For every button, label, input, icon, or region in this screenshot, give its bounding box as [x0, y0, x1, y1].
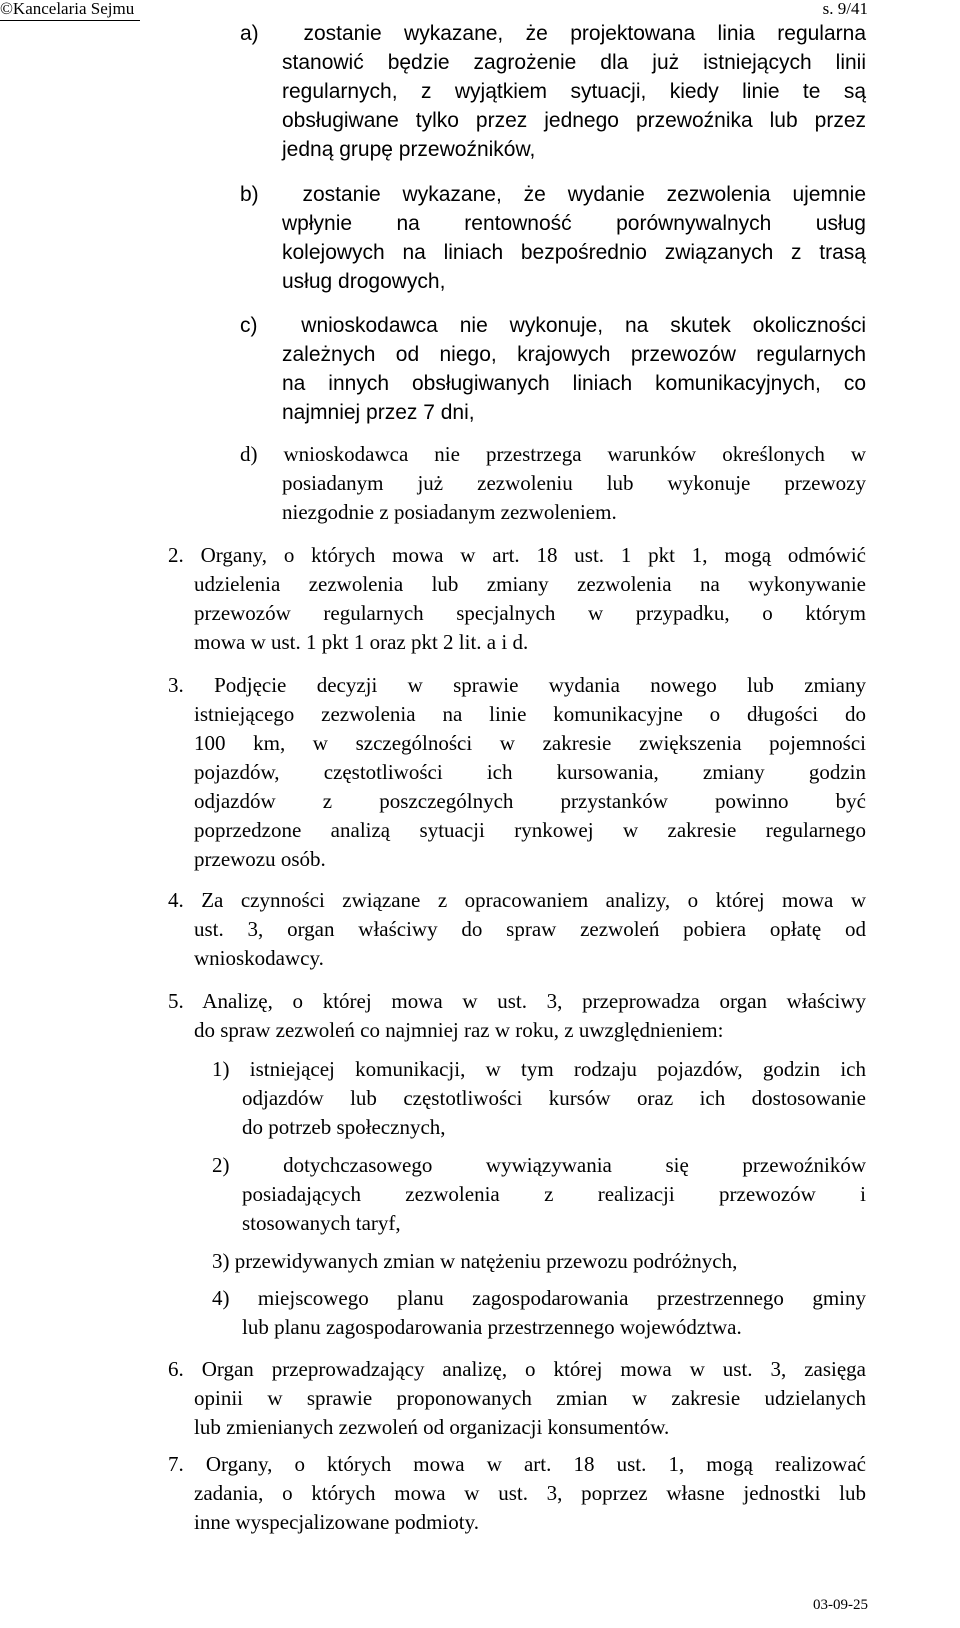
item-d-line: posiadanym już zezwoleniu lub wykonuje przewozy: [282, 471, 866, 495]
item-a-line: a) zostanie wykazane, że projektowana linia regularna: [240, 22, 866, 45]
paragraph-6-line: opinii w sprawie proponowanych zmian w zakresie udzielanych: [194, 1386, 866, 1410]
item-b-cont: [282, 209, 866, 296]
item-b: [240, 180, 866, 209]
paragraph-3-line: 100 km, w szczególności w zakresie zwiększenia pojemności: [194, 731, 866, 755]
paragraph-4-cont: [194, 915, 866, 973]
paragraph-3-line: odjazdów z poszczególnych przystanków powinno być: [194, 789, 866, 813]
paragraph-2: [168, 541, 866, 570]
paragraph-5: [168, 987, 866, 1016]
subitem-4-cont: [242, 1313, 866, 1342]
item-d-cont: [282, 469, 866, 527]
paragraph-3-line: przewozu osób.: [194, 847, 326, 871]
paragraph-2-line: 2. Organy, o których mowa w art. 18 ust. 1 pkt 1, mogą odmówić: [168, 543, 866, 567]
paragraph-3: [168, 671, 866, 700]
subitem-2: [212, 1151, 866, 1180]
paragraph-2-cont: [194, 570, 866, 657]
paragraph-6-line: 6. Organ przeprowadzający analizę, o której mowa w ust. 3, zasięga: [168, 1357, 866, 1381]
footer-date: 03-09-25: [813, 1597, 868, 1613]
item-c-line: najmniej przez 7 dni,: [282, 401, 475, 424]
header-copyright: ©Kancelaria Sejmu: [0, 0, 140, 21]
subitem-2-line: 2) dotychczasowego wywiązywania się przewoźników: [212, 1153, 866, 1177]
subitem-1: [212, 1055, 866, 1084]
paragraph-6-cont: [194, 1384, 866, 1442]
paragraph-2-line: przewozów regularnych specjalnych w przypadku, o którym: [194, 601, 866, 625]
subitem-4-line: 4) miejscowego planu zagospodarowania przestrzennego gminy: [212, 1286, 866, 1310]
paragraph-2-line: udzielenia zezwolenia lub zmiany zezwolenia na wykonywanie: [194, 572, 866, 596]
item-d-line: niezgodnie z posiadanym zezwoleniem.: [282, 500, 617, 524]
item-c: [240, 311, 866, 340]
item-b-line: b) zostanie wykazane, że wydanie zezwolenia ujemnie: [240, 183, 866, 206]
subitem-1-cont: [242, 1084, 866, 1142]
item-b-line: kolejowych na liniach bezpośrednio związanych z trasą: [282, 241, 866, 264]
paragraph-3-line: pojazdów, częstotliwości ich kursowania, zmiany godzin: [194, 760, 866, 784]
paragraph-5-cont: [194, 1016, 866, 1045]
subitem-4: [212, 1284, 866, 1313]
item-b-line: usług drogowych,: [282, 270, 446, 293]
item-a-line: obsługiwane tylko przez jednego przewoźnika lub przez: [282, 109, 866, 132]
item-b-line: wpłynie na rentowność porównywalnych usług: [282, 212, 866, 235]
paragraph-3-line: istniejącego zezwolenia na linie komunikacyjne o długości do: [194, 702, 866, 726]
paragraph-7-cont: [194, 1479, 866, 1537]
paragraph-2-line: mowa w ust. 1 pkt 1 oraz pkt 2 lit. a i d.: [194, 630, 529, 654]
paragraph-7: [168, 1450, 866, 1479]
subitem-1-line: do potrzeb społecznych,: [242, 1115, 446, 1139]
paragraph-4: [168, 886, 866, 915]
item-c-line: c) wnioskodawca nie wykonuje, na skutek okoliczności: [240, 314, 866, 337]
paragraph-3-line: poprzedzone analizą sytuacji rynkowej w zakresie regularnego: [194, 818, 866, 842]
subitem-1-line: odjazdów lub częstotliwości kursów oraz ich dostosowanie: [242, 1086, 866, 1110]
item-d-line: d) wnioskodawca nie przestrzega warunków określonych w: [240, 442, 866, 466]
paragraph-6: [168, 1355, 866, 1384]
item-d: [240, 440, 866, 469]
item-a-line: stanowić będzie zagrożenie dla już istniejących linii: [282, 51, 866, 74]
paragraph-7-line: 7. Organy, o których mowa w art. 18 ust. 1, mogą realizować: [168, 1452, 866, 1476]
paragraph-3-line: 3. Podjęcie decyzji w sprawie wydania nowego lub zmiany: [168, 673, 866, 697]
paragraph-6-line: lub zmienianych zezwoleń od organizacji konsumentów.: [194, 1415, 670, 1439]
subitem-3: [212, 1247, 866, 1276]
paragraph-5-line: do spraw zezwoleń co najmniej raz w roku, z uwzględnieniem:: [194, 1018, 724, 1042]
item-a-line: regularnych, z wyjątkiem sytuacji, kiedy linie te są: [282, 80, 866, 103]
item-a-cont: [282, 48, 866, 164]
subitem-2-line: stosowanych taryf,: [242, 1211, 401, 1235]
paragraph-4-line: 4. Za czynności związane z opracowaniem analizy, o której mowa w: [168, 888, 866, 912]
subitem-4-line: lub planu zagospodarowania przestrzennego województwa.: [242, 1315, 742, 1339]
item-c-line: zależnych od niego, krajowych przewozów regularnych: [282, 343, 866, 366]
subitem-2-line: posiadających zezwolenia z realizacji przewozów i: [242, 1182, 866, 1206]
header-page-number: s. 9/41: [822, 0, 868, 18]
subitem-2-cont: [242, 1180, 866, 1238]
paragraph-4-line: ust. 3, organ właściwy do spraw zezwoleń pobiera opłatę od: [194, 917, 866, 941]
item-c-cont: [282, 340, 866, 427]
subitem-1-line: 1) istniejącej komunikacji, w tym rodzaju pojazdów, godzin ich: [212, 1057, 866, 1081]
paragraph-3-cont: [194, 700, 866, 874]
paragraph-7-line: zadania, o których mowa w ust. 3, poprzez własne jednostki lub: [194, 1481, 866, 1505]
paragraph-5-line: 5. Analizę, o której mowa w ust. 3, przeprowadza organ właściwy: [168, 989, 866, 1013]
subitem-3-line: 3) przewidywanych zmian w natężeniu przewozu podróżnych,: [212, 1249, 738, 1273]
item-a: [240, 19, 866, 48]
paragraph-7-line: inne wyspecjalizowane podmioty.: [194, 1510, 479, 1534]
paragraph-4-line: wnioskodawcy.: [194, 946, 324, 970]
item-c-line: na innych obsługiwanych liniach komunikacyjnych, co: [282, 372, 866, 395]
item-a-line: jedną grupę przewoźników,: [282, 138, 536, 161]
